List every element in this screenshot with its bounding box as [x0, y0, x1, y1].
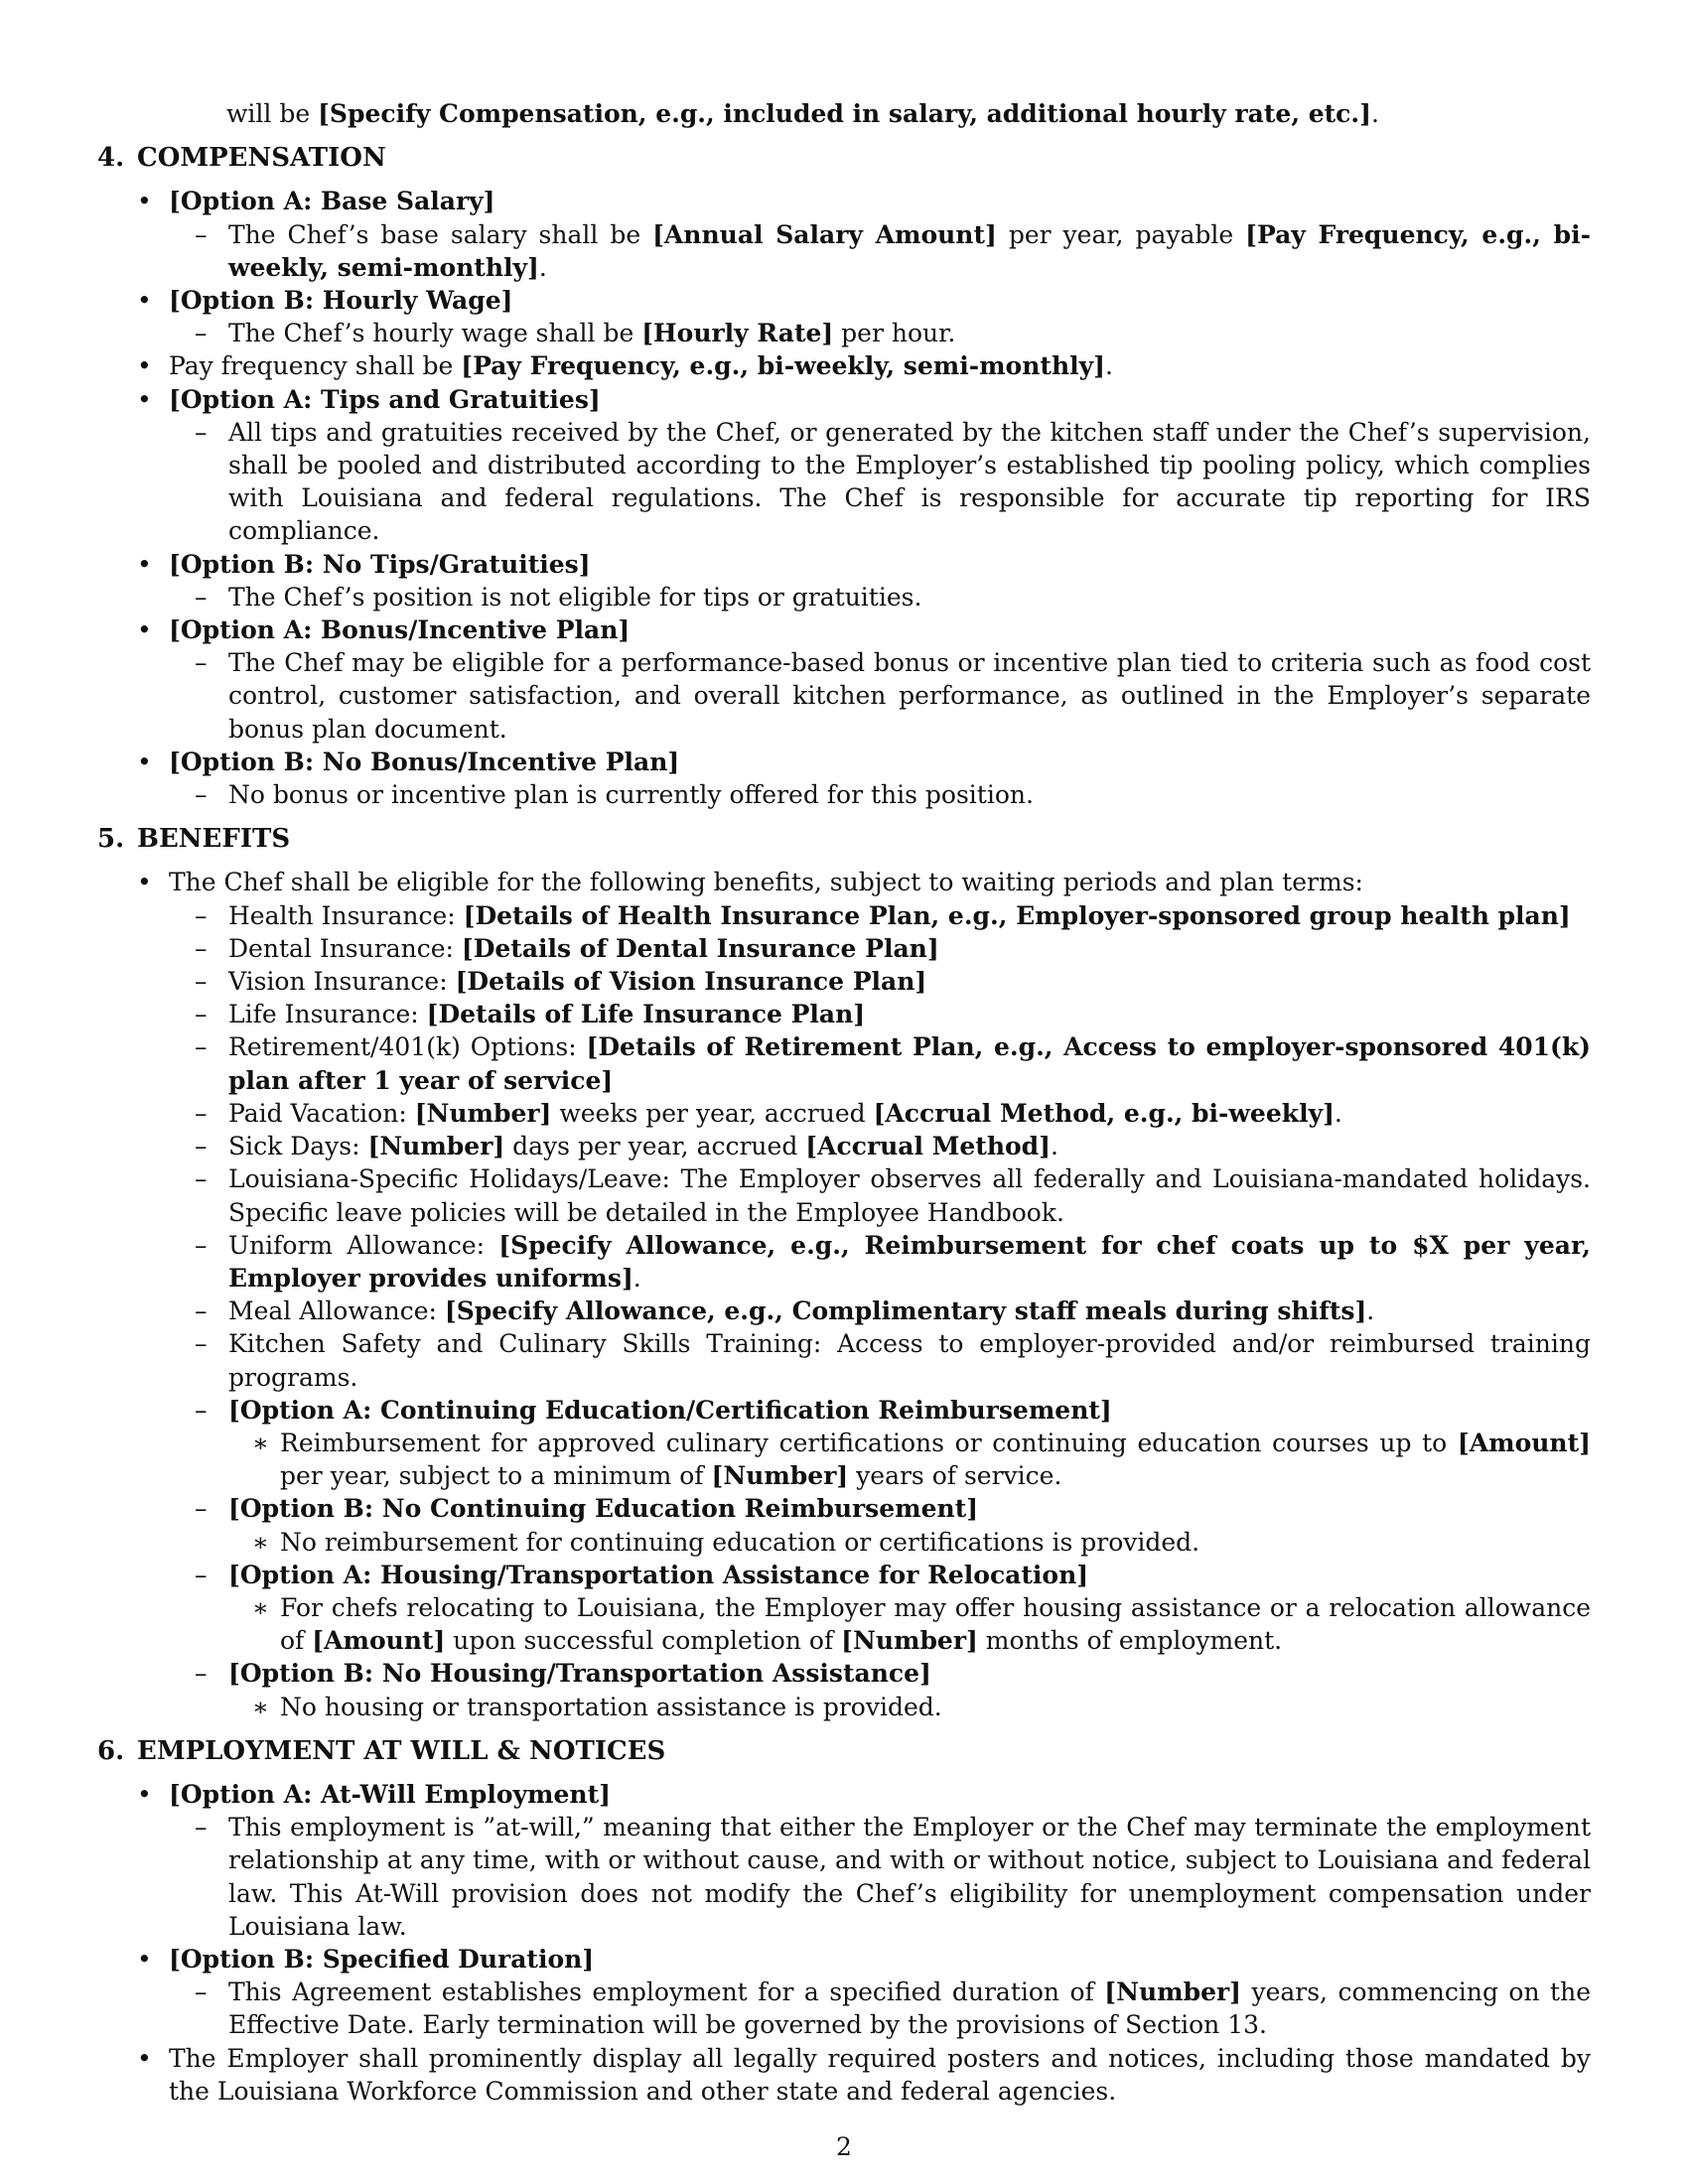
- dash-icon: –: [195, 1560, 208, 1589]
- pay-frequency-item: • Pay frequency shall be [Pay Frequency, e.g., bi-weekly, semi-monthly].: [97, 349, 1591, 382]
- section-4-heading: 4. COMPENSATION: [97, 143, 386, 174]
- benefits-lead: • The Chef shall be eligible for the following benefits, subject to waiting periods and plan terms:: [97, 866, 1591, 898]
- dash-icon: –: [195, 1032, 208, 1062]
- dash-icon: –: [195, 1164, 208, 1194]
- bonus-text: – The Chef may be eligible for a performance-based bonus or incentive plan tied to criteria such as food cost control, customer satisfaction, and overall kitchen performance, as outlined in the Employer’s separate bonus plan document.: [195, 648, 1591, 744]
- bullet-icon: •: [137, 187, 152, 216]
- option-b-no-education: – [Option B: No Continuing Education Reimbursement]: [97, 1492, 1591, 1525]
- option-b-no-tips: • [Option B: No Tips/Gratuities]: [97, 548, 1591, 581]
- retirement-item: – Retirement/401(k) Options: [Details of Retirement Plan, e.g., Access to employer-sponsored 401(k) plan after 1 year of service]: [195, 1032, 1591, 1095]
- option-b-specified-duration: • [Option B: Specified Duration]: [97, 1943, 1591, 1976]
- no-bonus-text: – No bonus or incentive plan is currently offered for this position.: [97, 778, 1591, 811]
- hourly-wage-text: – The Chef’s hourly wage shall be [Hourly Rate] per hour.: [97, 317, 1591, 349]
- option-b-hourly-wage: • [Option B: Hourly Wage]: [97, 284, 1591, 317]
- bullet-icon: •: [137, 2043, 152, 2073]
- asterisk-icon: ∗: [252, 1428, 269, 1457]
- bullet-icon: •: [137, 384, 152, 414]
- dash-icon: –: [195, 1494, 208, 1524]
- education-text: ∗ Reimbursement for approved culinary certifications or continuing education courses up to [Amount] per year, subject to a minimum of [Number] years of service.: [252, 1428, 1591, 1491]
- dash-icon: –: [195, 417, 208, 447]
- bullet-icon: •: [137, 868, 152, 897]
- option-b-no-housing: – [Option B: No Housing/Transportation Assistance]: [97, 1657, 1591, 1690]
- posters-notices-item: • The Employer shall prominently display all legally required posters and notices, including those mandated by the Louisiana Workforce Commission and other state and federal agencies.: [137, 2043, 1591, 2106]
- at-will-text: – This employment is ”at-will,” meaning that either the Employer or the Chef may terminate the employment relationship at any time, with or without cause, and with or without notice, subject to Louisiana and federal law. This At-Will provision does not modify the Chef’s eligibility for unemployment compensation under Louisiana law.: [195, 1813, 1591, 1941]
- bullet-icon: •: [137, 549, 152, 579]
- dash-icon: –: [195, 1659, 208, 1689]
- bullet-icon: •: [137, 1944, 152, 1974]
- dash-icon: –: [195, 967, 208, 997]
- health-insurance-item: – Health Insurance: [Details of Health Insurance Plan, e.g., Employer-sponsored group health plan]: [97, 899, 1591, 932]
- document-page: [97, 97, 1591, 2108]
- paid-vacation-item: – Paid Vacation: [Number] weeks per year, accrued [Accrual Method, e.g., bi-weekly].: [97, 1097, 1591, 1130]
- duration-text: – This Agreement establishes employment for a specified duration of [Number] years, commencing on the Effective Date. Early termination will be governed by the provisions of Section 13.: [195, 1978, 1591, 2040]
- no-education-text: ∗ No reimbursement for continuing education or certifications is provided.: [97, 1526, 1591, 1559]
- training-item: – Kitchen Safety and Culinary Skills Training: Access to employer-provided and/or reimbursed training programs.: [195, 1329, 1591, 1392]
- dash-icon: –: [195, 1813, 208, 1843]
- option-a-housing: – [Option A: Housing/Transportation Assistance for Relocation]: [97, 1559, 1591, 1591]
- bullet-icon: •: [137, 286, 152, 316]
- no-tips-text: – The Chef’s position is not eligible for tips or gratuities.: [97, 581, 1591, 614]
- asterisk-icon: ∗: [252, 1592, 269, 1622]
- dental-insurance-item: – Dental Insurance: [Details of Dental Insurance Plan]: [97, 932, 1591, 965]
- asterisk-icon: ∗: [252, 1527, 269, 1557]
- dash-icon: –: [195, 1297, 208, 1326]
- dash-icon: –: [195, 780, 208, 810]
- no-housing-text: ∗ No housing or transportation assistance is provided.: [97, 1691, 1591, 1723]
- bullet-icon: •: [137, 1779, 152, 1809]
- uniform-allowance-item: – Uniform Allowance: [Specify Allowance, e.g., Reimbursement for chef coats up to $X per year, Employer provides uniforms].: [195, 1230, 1591, 1293]
- option-a-education: – [Option A: Continuing Education/Certification Reimbursement]: [97, 1394, 1591, 1427]
- dash-icon: –: [195, 648, 208, 678]
- page-number: 2: [836, 2132, 852, 2161]
- bullet-icon: •: [137, 747, 152, 776]
- meal-allowance-item: – Meal Allowance: [Specify Allowance, e.g., Complimentary staff meals during shifts].: [97, 1295, 1591, 1327]
- dash-icon: –: [195, 1098, 208, 1128]
- holidays-item: – Louisiana-Specific Holidays/Leave: The Employer observes all federally and Louisiana-mandated holidays. Specific leave policies will be detailed in the Employee Handbook.: [195, 1164, 1591, 1227]
- base-salary-text: – The Chef’s base salary shall be [Annual Salary Amount] per year, payable [Pay Frequency, e.g., bi-weekly, semi-monthly].: [195, 219, 1591, 282]
- dash-icon: –: [195, 900, 208, 930]
- option-a-bonus: • [Option A: Bonus/Incentive Plan]: [97, 614, 1591, 646]
- section-5-heading: 5. BENEFITS: [97, 824, 291, 855]
- dash-icon: –: [195, 582, 208, 612]
- vision-insurance-item: – Vision Insurance: [Details of Vision Insurance Plan]: [97, 965, 1591, 998]
- dash-icon: –: [195, 933, 208, 963]
- dash-icon: –: [195, 1395, 208, 1425]
- dash-icon: –: [195, 1230, 208, 1260]
- bullet-icon: •: [137, 351, 152, 381]
- dash-icon: –: [195, 1978, 208, 2007]
- option-b-no-bonus: • [Option B: No Bonus/Incentive Plan]: [97, 746, 1591, 778]
- option-a-base-salary: • [Option A: Base Salary]: [97, 185, 1591, 217]
- dash-icon: –: [195, 219, 208, 249]
- option-a-tips: • [Option A: Tips and Gratuities]: [97, 383, 1591, 416]
- dash-icon: –: [195, 1329, 208, 1359]
- dash-icon: –: [195, 1000, 208, 1029]
- dash-icon: –: [195, 1132, 208, 1161]
- life-insurance-item: – Life Insurance: [Details of Life Insurance Plan]: [97, 998, 1591, 1030]
- sick-days-item: – Sick Days: [Number] days per year, accrued [Accrual Method].: [97, 1130, 1591, 1162]
- housing-text: ∗ For chefs relocating to Louisiana, the Employer may offer housing assistance or a relocation allowance of [Amount] upon successful completion of [Number] months of employment.: [252, 1592, 1591, 1656]
- intro-continuation: will be [Specify Compensation, e.g., included in salary, additional hourly rate, etc.].: [226, 99, 1379, 128]
- bullet-icon: •: [137, 615, 152, 645]
- dash-icon: –: [195, 319, 208, 348]
- option-a-at-will: • [Option A: At-Will Employment]: [97, 1778, 1591, 1811]
- tips-text: – All tips and gratuities received by the Chef, or generated by the kitchen staff under the Chef’s supervision, shall be pooled and distributed according to the Employer’s established tip pooling policy, which complies with Louisiana and federal regulations. The Chef is responsible for accurate tip reporting for IRS compliance.: [195, 417, 1591, 546]
- asterisk-icon: ∗: [252, 1692, 269, 1721]
- section-6-heading: 6. EMPLOYMENT AT WILL & NOTICES: [97, 1735, 666, 1766]
